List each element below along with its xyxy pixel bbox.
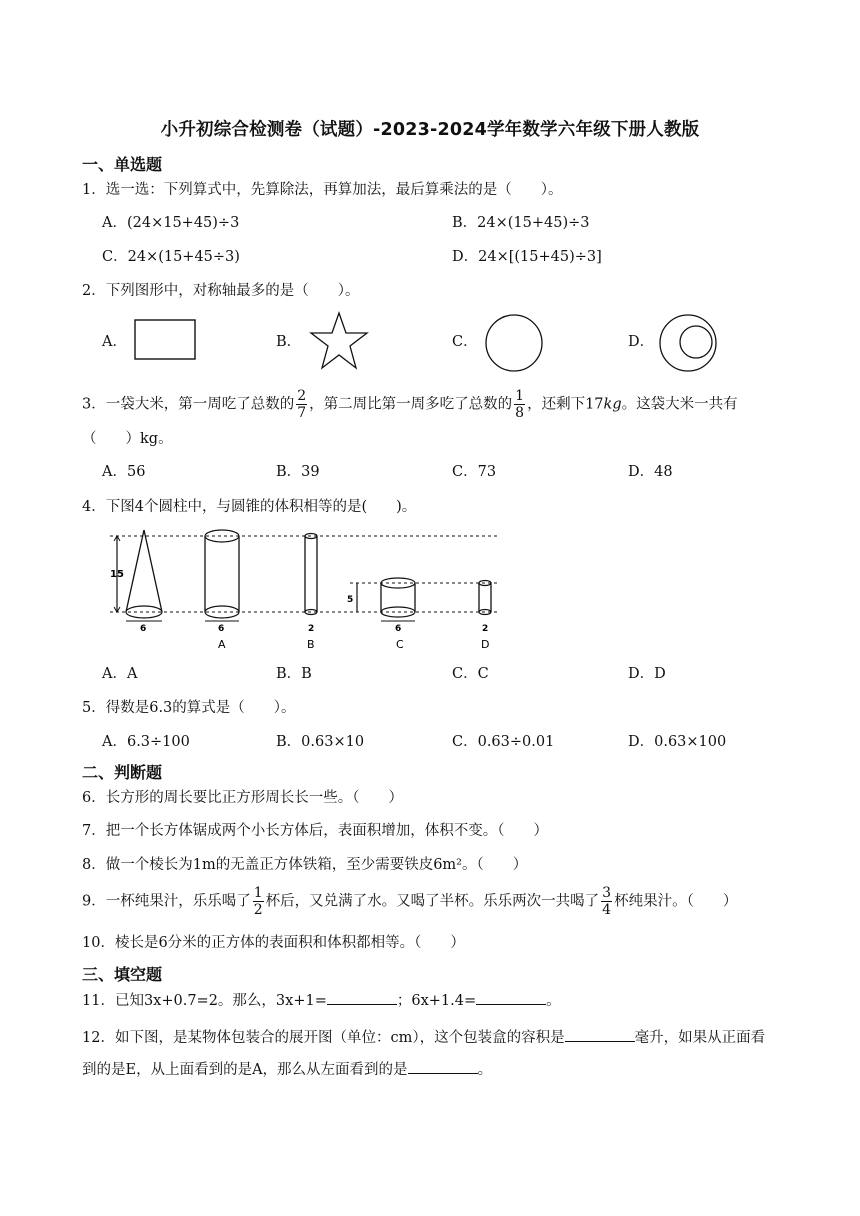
height-label-5: 5 <box>347 595 354 605</box>
question-4-option-b[interactable]: B．B <box>276 666 312 682</box>
question-5-option-b[interactable]: B．0.63×10 <box>276 734 365 750</box>
question-12-text-part: 毫升，如果从正面看 <box>634 1030 766 1046</box>
question-1-option-a[interactable]: A．(24×15+45)÷3 <box>102 215 240 231</box>
question-5-text: 5．得数是6.3的算式是（ ）。 <box>82 700 296 716</box>
question-4-text: 4．下图4个圆柱中，与圆锥的体积相等的是( )。 <box>82 499 417 515</box>
question-3-text-part: 。这袋大米一共有 <box>621 396 738 413</box>
cylinder-a-label: A <box>218 638 226 651</box>
fraction-numerator: 2 <box>297 388 307 404</box>
rectangle-shape-icon <box>134 319 196 361</box>
question-1-option-d[interactable]: D．24×[(15+45)÷3] <box>452 249 602 265</box>
question-3-line-2: （ ）kg。 <box>82 431 173 447</box>
section-heading-single-choice: 一、单选题 <box>82 155 163 174</box>
star-shape-icon <box>308 311 370 371</box>
fraction-1-8 <box>514 388 525 421</box>
question-4-option-a[interactable]: A．A <box>102 666 138 682</box>
question-1-option-b[interactable]: B．24×(15+45)÷3 <box>452 215 590 231</box>
cone-cylinders-figure <box>100 524 510 656</box>
fraction-denominator: 2 <box>253 902 263 918</box>
fraction-denominator: 4 <box>602 902 612 918</box>
question-9-text-part: 杯纯果汁。（ ） <box>614 893 738 910</box>
question-2-option-d[interactable]: D． <box>628 334 655 350</box>
fraction-numerator: 3 <box>602 885 612 901</box>
question-11-text-part: 11．已知3x+0.7=2。那么，3x+1= <box>82 993 327 1009</box>
question-12-text-part: 。 <box>477 1062 493 1078</box>
answer-blank[interactable] <box>476 990 546 1005</box>
question-1-text: 1．选一选：下列算式中，先算除法，再算加法，最后算乘法的是（ ）。 <box>82 182 563 198</box>
section-heading-true-false: 二、判断题 <box>82 763 163 782</box>
question-3-text-part: ，第二周比第一周多吃了总数的 <box>309 396 513 413</box>
question-8-text: 8．做一个棱长为1m的无盖正方体铁箱，至少需要铁皮6m²。（ ） <box>82 857 528 873</box>
cylinder-b-label: B <box>307 638 315 651</box>
question-3-option-d[interactable]: D．48 <box>628 464 673 480</box>
fraction-numerator: 1 <box>515 388 525 404</box>
question-3-option-a[interactable]: A．56 <box>102 464 146 480</box>
fraction-3-4 <box>601 885 612 918</box>
question-5-option-d[interactable]: D．0.63×100 <box>628 734 727 750</box>
question-9-text-part: 杯后，又兑满了水。又喝了半杯。乐乐两次一共喝了 <box>265 893 600 910</box>
fraction-denominator: 8 <box>515 405 525 421</box>
question-10-text: 10．棱长是6分米的正方体的表面积和体积都相等。（ ） <box>82 935 465 951</box>
question-4-option-c[interactable]: C．C <box>452 666 489 682</box>
cylinder-a-diameter-label: 6 <box>218 624 225 634</box>
fraction-1-2 <box>253 885 264 918</box>
cylinder-c-diameter-label: 6 <box>395 624 402 634</box>
question-2-option-a[interactable]: A． <box>102 334 127 350</box>
question-12-text-part: 12．如下图，是某物体包装合的展开图（单位：cm），这个包装盒的容积是 <box>82 1030 565 1046</box>
question-2-option-b[interactable]: B． <box>276 334 302 350</box>
height-label-15: 15 <box>110 569 124 580</box>
question-12-line-2 <box>82 1059 492 1080</box>
answer-blank[interactable] <box>327 990 397 1005</box>
answer-blank[interactable] <box>408 1059 478 1074</box>
question-7-text: 7．把一个长方体锯成两个小长方体后，表面积增加，体积不变。（ ） <box>82 823 548 839</box>
question-2-option-c[interactable]: C． <box>452 334 478 350</box>
cylinder-b-diameter-label: 2 <box>308 624 315 634</box>
question-11-text-part: 。 <box>546 993 561 1009</box>
question-12-text-part: 到的是E，从上面看到的是A，那么从左面看到的是 <box>82 1062 408 1078</box>
question-5-option-c[interactable]: C．0.63÷0.01 <box>452 734 555 750</box>
cylinder-c-label: C <box>396 638 404 651</box>
circle-shape-icon <box>484 313 544 373</box>
answer-blank[interactable] <box>565 1027 635 1042</box>
question-12-text <box>82 1027 765 1048</box>
question-11-text-part: ；6x+1.4= <box>396 993 477 1009</box>
cylinder-d-label: D <box>481 638 490 651</box>
cone-diameter-label: 6 <box>140 624 147 634</box>
question-2-text: 2．下列图形中，对称轴最多的是（ ）。 <box>82 283 360 299</box>
fraction-numerator: 1 <box>253 885 263 901</box>
fraction-denominator: 7 <box>297 405 307 421</box>
question-3-text <box>82 388 738 421</box>
cylinder-d-diameter-label: 2 <box>482 624 489 634</box>
page-title: 小升初综合检测卷（试题）-2023-2024学年数学六年级下册人教版 <box>160 120 700 140</box>
question-3-text-part: ，还剩下17 <box>527 396 604 413</box>
question-9-text-part: 9．一杯纯果汁，乐乐喝了 <box>82 893 251 910</box>
question-3-option-b[interactable]: B．39 <box>276 464 320 480</box>
unit-kg: kg <box>603 396 622 413</box>
question-3-text-part: 3．一袋大米，第一周吃了总数的 <box>82 396 295 413</box>
question-4-option-d[interactable]: D．D <box>628 666 666 682</box>
question-1-option-c[interactable]: C．24×(15+45÷3) <box>102 249 240 265</box>
question-11-text <box>82 990 561 1011</box>
question-5-option-a[interactable]: A．6.3÷100 <box>102 734 190 750</box>
question-9-text <box>82 885 737 918</box>
question-3-option-c[interactable]: C．73 <box>452 464 497 480</box>
section-heading-fill-in: 三、填空题 <box>82 965 163 984</box>
crescent-circles-shape-icon <box>658 313 718 373</box>
question-6-text: 6．长方形的周长要比正方形周长长一些。（ ） <box>82 790 403 806</box>
fraction-2-7 <box>296 388 307 421</box>
